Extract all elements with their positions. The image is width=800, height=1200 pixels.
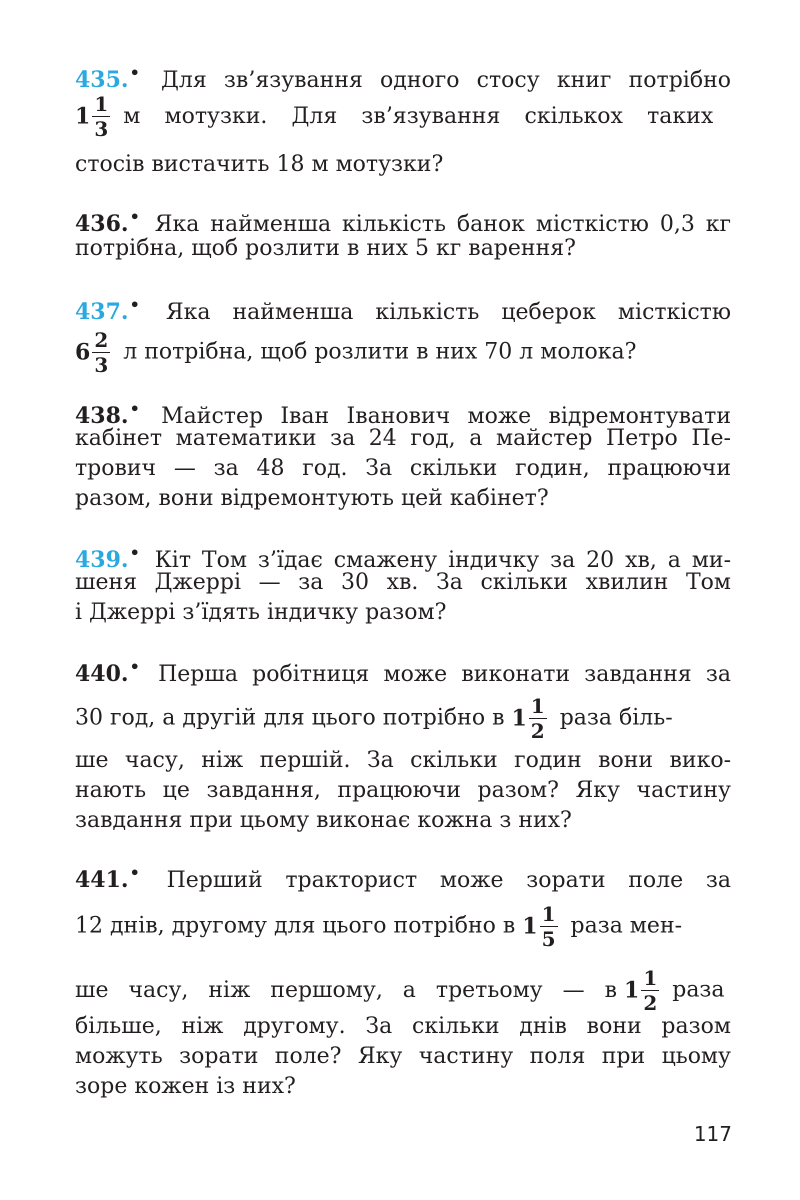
page-number: 117	[693, 1122, 732, 1146]
problem-line: 6 $\frac{2}{3}$ л потрібна, щоб розлити в них 70 л молока?	[75, 328, 637, 377]
problem-line: можуть зорати поле? Яку частину поля при цьому	[75, 1044, 731, 1069]
problem-number: 439.	[75, 547, 129, 573]
problem-line: стосів вистачить 18 м мотузки?	[75, 152, 444, 177]
problem-number: 437.	[75, 299, 129, 325]
problem-line: разом, вони відремонтують цей кабінет?	[75, 486, 549, 511]
problem-line: і Джеррі з’їдять індичку разом?	[75, 600, 447, 625]
problem-line: 30 год, а другій для цього потрібно в 1 $\frac{1}{2}$ раза біль-	[75, 694, 673, 743]
mixed-fraction: 6 $\frac{2}{3}$	[75, 328, 109, 377]
problem-line: 12 днів, другому для цього потрібно в 1 $\frac{1}{5}$ раза мен-	[75, 902, 683, 951]
problem-line: нають це завдання, працюючи разом? Яку частину	[75, 778, 731, 803]
problem-line: 440.• Перша робітниця може виконати завдання за	[75, 657, 732, 687]
mixed-fraction: 1 $\frac{1}{2}$	[624, 966, 658, 1015]
problem-line: 441.• Перший тракторист може зорати поле за	[75, 863, 732, 893]
problem-line: 439.• Кіт Том з’їдає смажену індичку за 20 хв, а ми-	[75, 543, 732, 573]
problem-line: зоре кожен із них?	[75, 1074, 296, 1099]
problem-line: шеня Джеррі — за 30 хв. За скільки хвилин Том	[75, 570, 731, 595]
mixed-fraction: 1 $\frac{1}{5}$	[522, 902, 556, 951]
problem-number: 440.	[75, 661, 129, 687]
problem-line: ше часу, ніж першій. За скільки годин вони вико-	[75, 748, 731, 773]
problem-line: трович — за 48 год. За скільки годин, працюючи	[75, 456, 731, 481]
mixed-fraction: 1 $\frac{1}{3}$	[75, 92, 109, 141]
problem-line: ше часу, ніж першому, а третьому — в 1 $\frac{1}{2}$ раза	[75, 966, 725, 1015]
mixed-fraction: 1 $\frac{1}{2}$	[511, 694, 545, 743]
problem-line: потрібна, щоб розлити в них 5 кг варення?	[75, 236, 576, 261]
problem-line: 435.• Для зв’язування одного стосу книг потрібно	[75, 63, 731, 93]
problem-line: 1 $\frac{1}{3}$ м мотузки. Для зв’язування скількох таких	[75, 92, 714, 141]
problem-line: 436.• Яка найменша кількість банок місткістю 0,3 кг	[75, 207, 732, 237]
problem-number: 438.	[75, 403, 129, 429]
problem-line: кабінет математики за 24 год, а майстер Петро Пе-	[75, 426, 731, 451]
problem-number: 441.	[75, 867, 129, 893]
problem-number: 435.	[75, 67, 129, 93]
problem-line: 438.• Майстер Іван Іванович може відремонтувати	[75, 399, 731, 429]
problem-line: більше, ніж другому. За скільки днів вони разом	[75, 1014, 731, 1039]
problem-line: завдання при цьому виконає кожна з них?	[75, 808, 572, 833]
problem-line: 437.• Яка найменша кількість цеберок місткістю	[75, 295, 731, 325]
problem-number: 436.	[75, 211, 129, 237]
